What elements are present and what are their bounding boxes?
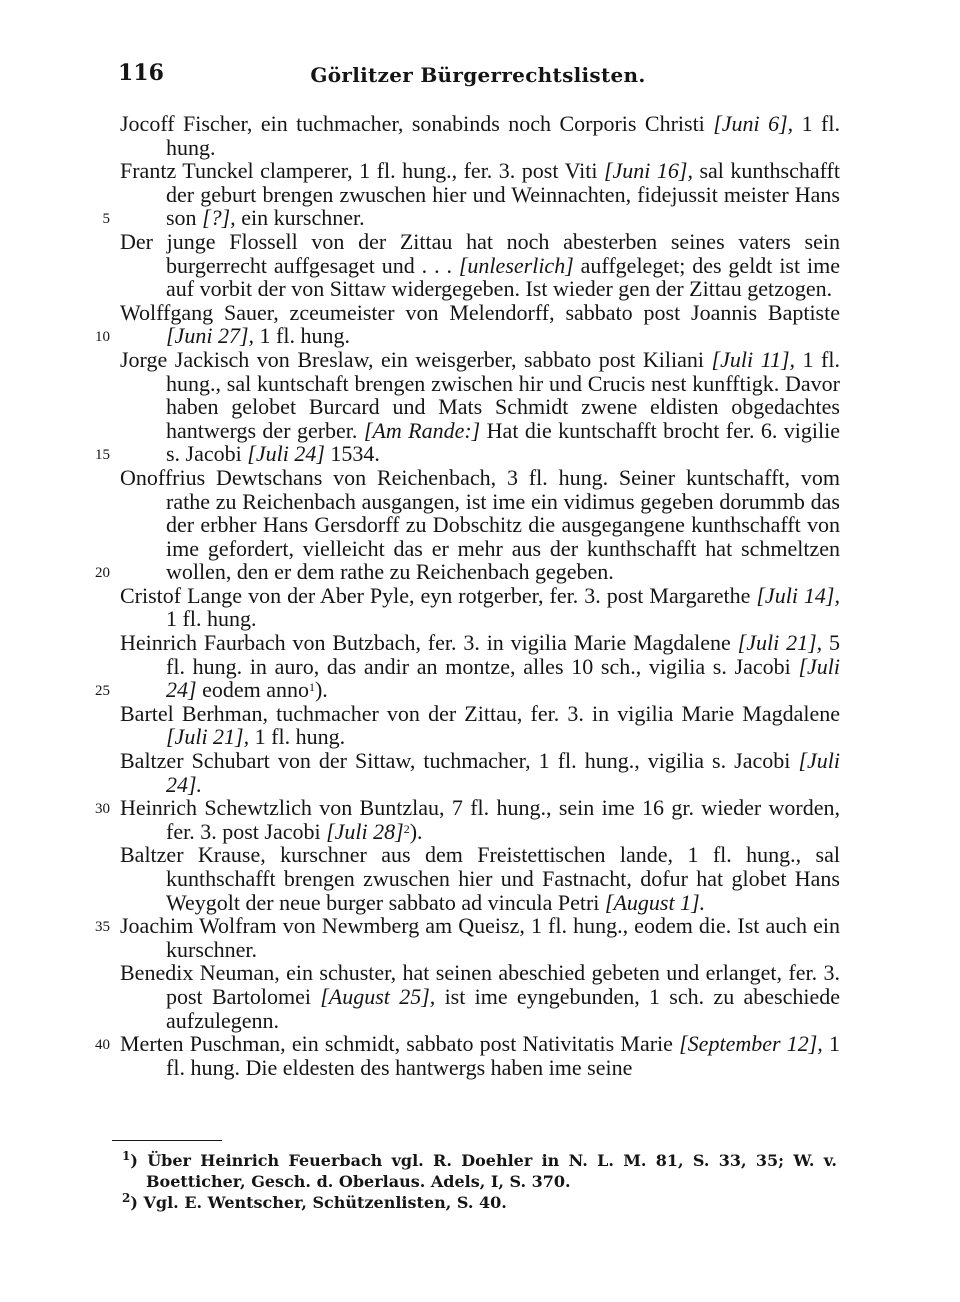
editorial-note: [Juli 21], bbox=[737, 630, 823, 656]
register-entry bbox=[120, 348, 840, 466]
entry-text: Wolffgang Sauer, zceumeister von Melendorff, sabbato post Joannis Baptiste bbox=[120, 299, 840, 325]
editorial-note: [Juni 16], bbox=[603, 158, 693, 184]
editorial-note: [Juni 27], bbox=[166, 323, 254, 349]
register-entry bbox=[120, 584, 840, 631]
footnote-ref: 1 bbox=[308, 680, 315, 695]
line-number: 30 bbox=[95, 801, 110, 818]
register-entry bbox=[120, 631, 840, 702]
footnote bbox=[112, 1150, 837, 1192]
line-number: 40 bbox=[95, 1037, 110, 1054]
footnote bbox=[112, 1192, 837, 1213]
editorial-note: [Juli 24] bbox=[247, 441, 325, 467]
footnote-ref: 2 bbox=[403, 821, 410, 836]
editorial-note: [September 12], bbox=[679, 1031, 823, 1057]
footnote-mark: 2 bbox=[122, 1191, 131, 1205]
register-entry bbox=[120, 112, 840, 159]
entry-text: Heinrich Schewtzlich von Buntzlau, 7 fl. hung., sein ime 16 gr. wieder worden, fer. 3. post Jacobi bbox=[120, 795, 840, 844]
entry-text: 1 fl. hung. Die eldesten des hantwergs haben ime seine bbox=[166, 1031, 841, 1080]
entry-text: 1534. bbox=[324, 441, 380, 467]
entry-text: 1 fl. hung. bbox=[254, 323, 350, 349]
entry-text: auffgeleget; des geldt ist ime auf vorbit der von Sittaw widergegeben. Ist wieder gen der Zittau getzogen. bbox=[166, 252, 840, 302]
entry-text: Bartel Berhman, tuchmacher von der Zittau, fer. 3. in vigilia Marie Magdalene bbox=[120, 700, 840, 726]
editorial-note: [Juli 21], bbox=[166, 724, 250, 750]
entry-text: sal kunthschafft der geburt brengen zwuschen hier und Weinnachten, fidejussit meister Hans son bbox=[166, 158, 840, 231]
register-entry bbox=[120, 702, 840, 749]
entry-text: Hat die kuntschafft brocht fer. 6. vigilie s. Jacobi bbox=[166, 417, 841, 467]
entry-text: ). bbox=[409, 818, 423, 844]
register-entry bbox=[120, 749, 840, 796]
entry-text: Frantz Tunckel clamperer, 1 fl. hung., fer. 3. post Viti bbox=[120, 158, 604, 184]
entry-text: Joachim Wolfram von Newmberg am Queisz, 1 fl. hung., eodem die. Ist auch ein kurschner. bbox=[120, 913, 840, 962]
entry-text: Cristof Lange von der Aber Pyle, eyn rotgerber, fer. 3. post Margarethe bbox=[120, 582, 757, 608]
line-number: 20 bbox=[95, 565, 110, 582]
main-text bbox=[120, 112, 840, 1079]
register-entry bbox=[120, 1032, 840, 1079]
entry-text: Der junge Flossell von der Zittau hat noch abesterben seines vaters sein burgerrecht auffgesaget und . . . bbox=[120, 228, 840, 278]
editorial-note: [Juli 24]. bbox=[166, 748, 840, 797]
entry-text: Jorge Jackisch von Breslaw, ein weisgerber, sabbato post Kiliani bbox=[120, 346, 712, 372]
running-title: Görlitzer Bürgerrechtslisten. bbox=[310, 63, 646, 87]
entry-text: 1 fl. hung., sal kuntschaft brengen zwischen hir und Crucis nest kunfftigk. Davor haben gelobet Burcard und Mats Schmidt zwene eldisten obgedachtes hantwergs der gerber. bbox=[166, 346, 840, 443]
editorial-note: [Juni 6], bbox=[713, 111, 794, 136]
entry-text: ). bbox=[314, 677, 328, 703]
entry-text: 5 fl. hung. in auro, das andir an montze, alles 10 sch., vigilia s. Jacobi bbox=[166, 630, 840, 679]
entry-text: 1 fl. hung. bbox=[166, 606, 257, 632]
editorial-note: [Juli 11], bbox=[711, 346, 796, 372]
entry-text: ist ime eyngebunden, 1 sch. zu abeschiede aufzulegenn. bbox=[166, 983, 840, 1033]
entry-text: Baltzer Krause, kurschner aus dem Freistettischen lande, 1 fl. hung., sal kunthschafft brengen zwuschen hier und Fastnacht, dofur hat globet Hans Weygolt der neue burger sabbato ad vincula Petri bbox=[120, 842, 840, 915]
page-number: 116 bbox=[118, 60, 164, 86]
page-header bbox=[118, 60, 838, 90]
editorial-note: [Juli 24] bbox=[166, 653, 840, 703]
entry-text: Benedix Neuman, ein schuster, hat seinen abeschied gebeten und erlanget, fer. 3. post Bartolomei bbox=[120, 960, 840, 1009]
register-entry bbox=[120, 301, 840, 348]
register-entry bbox=[120, 914, 840, 961]
editorial-note: [Juli 14], bbox=[756, 582, 840, 608]
editorial-note: [unleserlich] bbox=[458, 252, 574, 278]
register-entry bbox=[120, 230, 840, 301]
footnote-text: ) Über Heinrich Feuerbach vgl. R. Doehler in N. L. M. 81, S. 33, 35; W. v. Boetticher, Gesch. d. Oberlaus. Adels, I, S. 370. bbox=[130, 1151, 837, 1191]
footnote-rule bbox=[112, 1140, 222, 1141]
entry-text: Baltzer Schubart von der Sittaw, tuchmacher, 1 fl. hung., vigilia s. Jacobi bbox=[120, 748, 799, 774]
register-entry bbox=[120, 159, 840, 230]
line-number: 25 bbox=[95, 683, 110, 700]
register-entry bbox=[120, 796, 840, 843]
editorial-note: [August 1]. bbox=[604, 889, 706, 915]
editorial-note: [?], bbox=[202, 205, 236, 231]
register-entry bbox=[120, 961, 840, 1032]
editorial-note: [Juli 28] bbox=[326, 818, 404, 844]
editorial-note: [August 25], bbox=[320, 983, 436, 1009]
entry-text: 1 fl. hung. bbox=[166, 111, 840, 160]
entry-text: Heinrich Faurbach von Butzbach, fer. 3. in vigilia Marie Magdalene bbox=[120, 630, 738, 656]
footnotes bbox=[112, 1150, 837, 1213]
entry-text: Onoffrius Dewtschans von Reichenbach, 3 fl. hung. Seiner kuntschafft, vom rathe zu Reichenbach ausgangen, ist ime ein vidimus gegeben dorummb das der erbher Hans Gersdorff zu Dobschitz die ausgegangene kunthschafft von ime gefordert, vielleicht das er mehr aus der kunthschafft hat schmeltzen wollen, den er dem rathe zu Reichenbach gegeben. bbox=[120, 464, 840, 585]
register-entry bbox=[120, 466, 840, 584]
entry-text: Jocoff Fischer, ein tuchmacher, sonabinds noch Corporis Christi bbox=[120, 111, 714, 136]
footnote-mark: 1 bbox=[122, 1149, 131, 1163]
line-number: 10 bbox=[95, 329, 110, 346]
entry-text: ein kurschner. bbox=[235, 205, 365, 231]
register-entry bbox=[120, 843, 840, 914]
editorial-note: [Am Rande:] bbox=[363, 417, 481, 443]
line-number: 15 bbox=[95, 447, 110, 464]
line-number: 5 bbox=[102, 211, 110, 228]
entry-text: eodem anno bbox=[196, 677, 309, 703]
entry-text: Merten Puschman, ein schmidt, sabbato post Nativitatis Marie bbox=[120, 1031, 680, 1057]
footnote-text: ) Vgl. E. Wentscher, Schützenlisten, S. 40. bbox=[130, 1193, 507, 1212]
line-number: 35 bbox=[95, 919, 110, 936]
entry-text: 1 fl. hung. bbox=[249, 724, 346, 750]
